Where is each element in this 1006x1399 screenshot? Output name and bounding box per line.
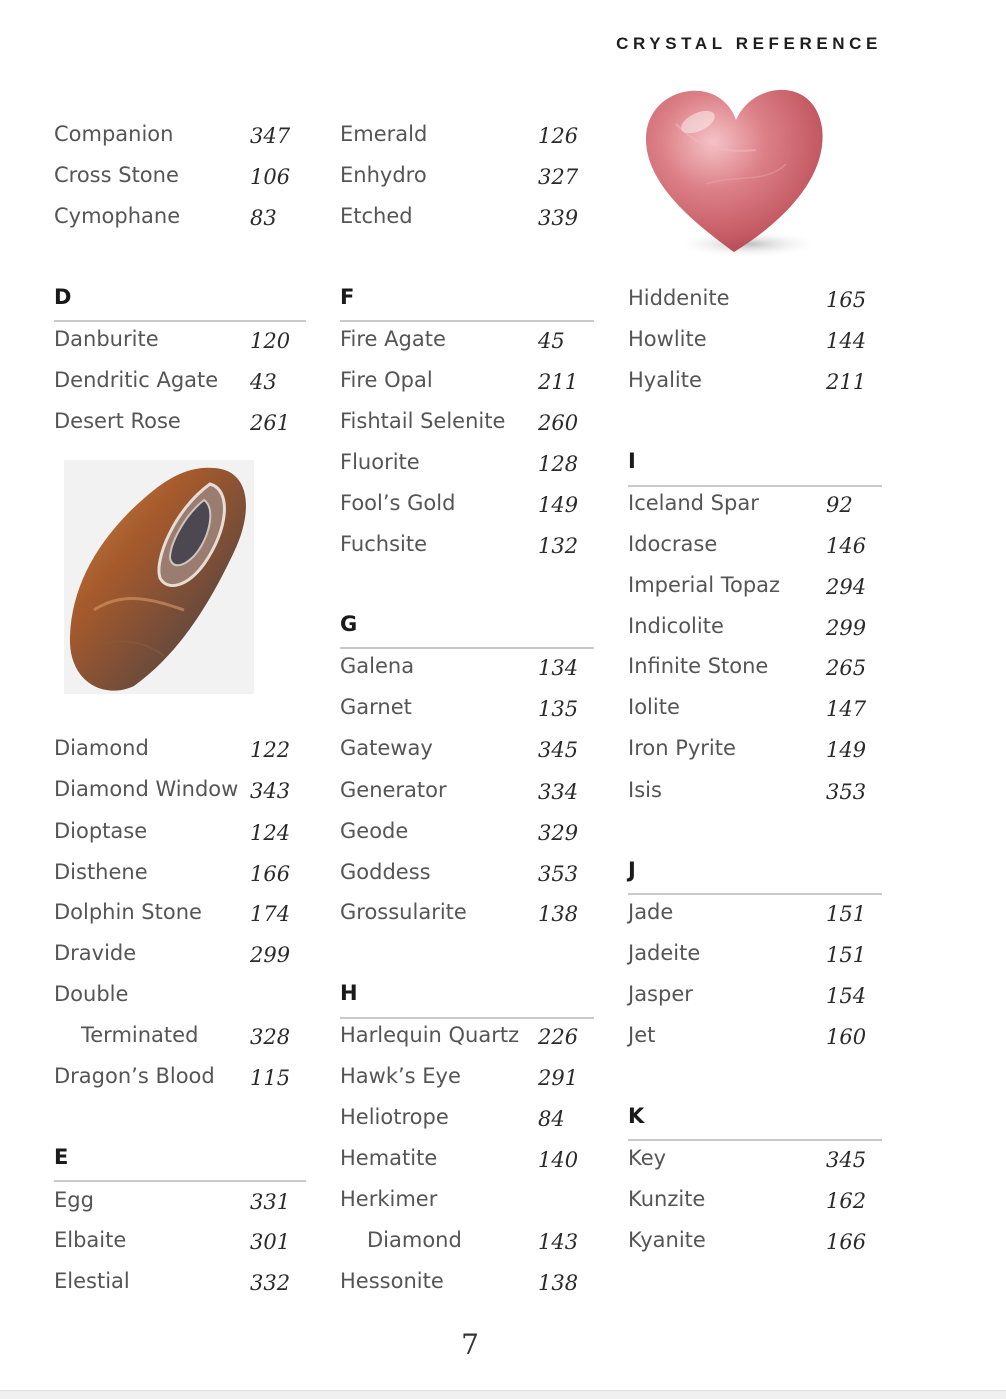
entry-name: Heliotrope <box>340 1105 449 1129</box>
section-letter-d: D <box>54 285 72 309</box>
entry-page-number: 45 <box>538 329 565 353</box>
entry-page-number: 160 <box>826 1025 867 1049</box>
entry-name: Indicolite <box>628 614 724 638</box>
entry-name: Diamond <box>54 736 149 760</box>
entry-page-number: 332 <box>250 1271 291 1295</box>
entry-page-number: 120 <box>250 329 291 353</box>
entry-page-number: 211 <box>538 370 579 394</box>
entry-page-number: 353 <box>538 862 579 886</box>
entry-page-number: 138 <box>538 902 579 926</box>
entry-name: Iolite <box>628 695 680 719</box>
agate-stone-photo <box>64 460 254 694</box>
entry-name: Dragon’s Blood <box>54 1064 215 1088</box>
entry-page-number: 166 <box>826 1230 867 1254</box>
section-rule <box>628 1139 882 1141</box>
section-letter-e: E <box>54 1145 69 1169</box>
entry-page-number: 147 <box>826 697 867 721</box>
rose-quartz-heart-photo <box>636 84 832 260</box>
entry-name: Goddess <box>340 860 431 884</box>
entry-name: Iceland Spar <box>628 491 759 515</box>
entry-page-number: 138 <box>538 1271 579 1295</box>
entry-name: Isis <box>628 778 662 802</box>
entry-name: Jasper <box>628 982 693 1006</box>
entry-page-number: 106 <box>250 165 291 189</box>
entry-name: Kunzite <box>628 1187 706 1211</box>
entry-page-number: 265 <box>826 656 867 680</box>
entry-name: Hematite <box>340 1146 438 1170</box>
entry-page-number: 151 <box>826 943 867 967</box>
entry-page-number: 327 <box>538 165 579 189</box>
entry-page-number: 291 <box>538 1066 579 1090</box>
entry-page-number: 144 <box>826 329 867 353</box>
page-number: 7 <box>461 1328 479 1361</box>
entry-page-number: 294 <box>826 575 867 599</box>
entry-name: Hiddenite <box>628 286 730 310</box>
entry-page-number: 339 <box>538 206 579 230</box>
entry-page-number: 84 <box>538 1107 565 1131</box>
entry-name: Desert Rose <box>54 409 181 433</box>
section-rule <box>340 1017 594 1019</box>
entry-name: Elestial <box>54 1269 130 1293</box>
entry-page-number: 154 <box>826 984 867 1008</box>
entry-name: Diamond Window <box>54 777 239 801</box>
entry-page-number: 92 <box>826 493 853 517</box>
entry-name: Enhydro <box>340 163 427 187</box>
entry-page-number: 334 <box>538 780 579 804</box>
entry-page-number: 343 <box>250 779 291 803</box>
running-header: CRYSTAL REFERENCE <box>616 34 882 53</box>
entry-page-number: 128 <box>538 452 579 476</box>
entry-page-number: 331 <box>250 1190 291 1214</box>
entry-name: Etched <box>340 204 413 228</box>
entry-name: Hyalite <box>628 368 702 392</box>
entry-page-number: 261 <box>250 411 291 435</box>
entry-page-number: 165 <box>826 288 867 312</box>
entry-page-number: 226 <box>538 1025 579 1049</box>
entry-name: Galena <box>340 654 415 678</box>
entry-page-number: 149 <box>826 738 867 762</box>
entry-page-number: 132 <box>538 534 579 558</box>
entry-page-number: 149 <box>538 493 579 517</box>
entry-name: Jet <box>628 1023 656 1047</box>
entry-name: Double <box>54 982 129 1006</box>
entry-name: Imperial Topaz <box>628 573 781 597</box>
entry-name: Cymophane <box>54 204 181 228</box>
section-letter-g: G <box>340 612 358 636</box>
entry-name: Hawk’s Eye <box>340 1064 461 1088</box>
entry-name: Dioptase <box>54 819 148 843</box>
entry-name: Harlequin Quartz <box>340 1023 520 1047</box>
entry-name: Infinite Stone <box>628 654 769 678</box>
entry-page-number: 115 <box>250 1066 291 1090</box>
entry-name: Fire Agate <box>340 327 446 351</box>
entry-name: Jadeite <box>628 941 701 965</box>
entry-name: Jade <box>628 900 674 924</box>
entry-name: Elbaite <box>54 1228 127 1252</box>
entry-page-number: 135 <box>538 697 579 721</box>
entry-name: Kyanite <box>628 1228 706 1252</box>
entry-name: Danburite <box>54 327 159 351</box>
section-letter-f: F <box>340 285 355 309</box>
entry-name: Diamond <box>367 1228 462 1252</box>
entry-name: Cross Stone <box>54 163 179 187</box>
entry-page-number: 134 <box>538 656 579 680</box>
entry-page-number: 299 <box>826 616 867 640</box>
entry-page-number: 124 <box>250 821 291 845</box>
entry-name: Howlite <box>628 327 707 351</box>
entry-name: Geode <box>340 819 409 843</box>
entry-name: Gateway <box>340 736 433 760</box>
entry-name: Hessonite <box>340 1269 444 1293</box>
entry-page-number: 299 <box>250 943 291 967</box>
entry-page-number: 329 <box>538 821 579 845</box>
entry-name: Generator <box>340 778 447 802</box>
section-rule <box>340 647 594 649</box>
entry-page-number: 347 <box>250 124 291 148</box>
entry-page-number: 166 <box>250 862 291 886</box>
section-letter-j: J <box>628 858 636 882</box>
entry-name: Dolphin Stone <box>54 900 202 924</box>
entry-name: Dendritic Agate <box>54 368 219 392</box>
entry-name: Fluorite <box>340 450 420 474</box>
entry-page-number: 345 <box>538 738 579 762</box>
section-rule <box>340 320 594 322</box>
section-rule <box>628 485 882 487</box>
entry-name: Terminated <box>81 1023 199 1047</box>
entry-page-number: 126 <box>538 124 579 148</box>
entry-name: Disthene <box>54 860 148 884</box>
entry-name: Grossularite <box>340 900 467 924</box>
entry-page-number: 122 <box>250 738 291 762</box>
entry-name: Companion <box>54 122 174 146</box>
entry-name: Herkimer <box>340 1187 438 1211</box>
entry-name: Dravide <box>54 941 137 965</box>
section-letter-k: K <box>628 1104 645 1128</box>
entry-page-number: 83 <box>250 206 277 230</box>
entry-page-number: 174 <box>250 902 291 926</box>
entry-name: Fire Opal <box>340 368 433 392</box>
entry-name: Garnet <box>340 695 412 719</box>
entry-page-number: 301 <box>250 1230 291 1254</box>
entry-name: Emerald <box>340 122 428 146</box>
entry-name: Fool’s Gold <box>340 491 456 515</box>
entry-page-number: 151 <box>826 902 867 926</box>
entry-page-number: 146 <box>826 534 867 558</box>
section-letter-h: H <box>340 981 358 1005</box>
section-rule <box>54 320 306 322</box>
entry-name: Fishtail Selenite <box>340 409 506 433</box>
entry-page-number: 162 <box>826 1189 867 1213</box>
entry-name: Egg <box>54 1188 94 1212</box>
entry-page-number: 353 <box>826 780 867 804</box>
entry-name: Fuchsite <box>340 532 428 556</box>
entry-page-number: 140 <box>538 1148 579 1172</box>
entry-page-number: 345 <box>826 1148 867 1172</box>
entry-page-number: 43 <box>250 370 277 394</box>
entry-page-number: 328 <box>250 1025 291 1049</box>
section-rule <box>628 893 882 895</box>
entry-name: Iron Pyrite <box>628 736 736 760</box>
entry-name: Idocrase <box>628 532 718 556</box>
entry-name: Key <box>628 1146 667 1170</box>
section-letter-i: I <box>628 449 636 473</box>
section-rule <box>54 1180 306 1182</box>
entry-page-number: 143 <box>538 1230 579 1254</box>
entry-page-number: 211 <box>826 370 867 394</box>
entry-page-number: 260 <box>538 411 579 435</box>
